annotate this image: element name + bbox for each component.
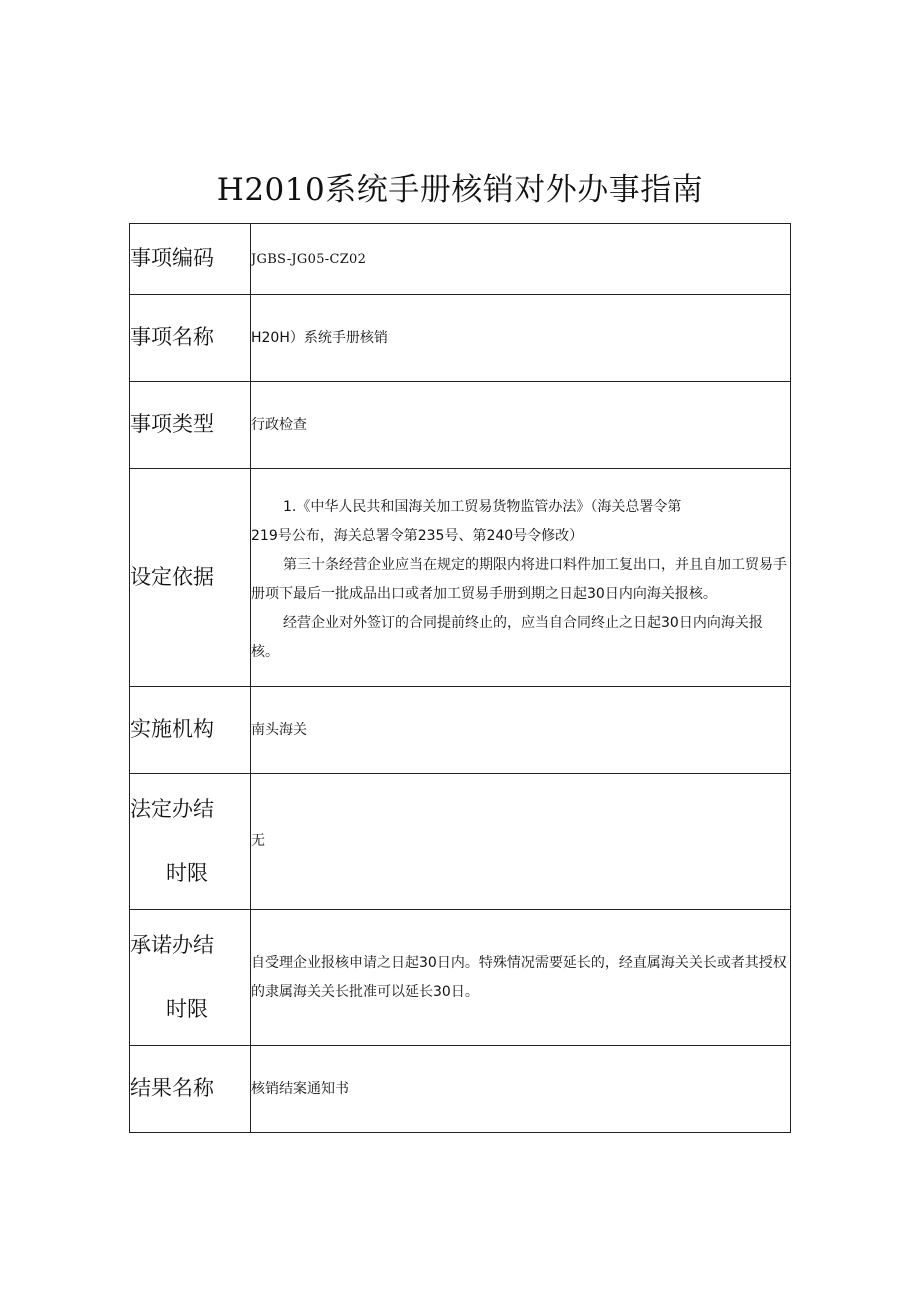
row-value-legal-basis [251, 469, 791, 687]
label-line: 承诺办结 [130, 933, 214, 958]
label-line: 时限 [166, 996, 208, 1021]
table-row [130, 774, 791, 910]
legal-basis-paragraph: 第三十条经营企业应当在规定的期限内将进口料件加工复出口，并且自加工贸易手册项下最后一批成品出口或者加工贸易手册到期之日起30日内向海关报核。 [251, 556, 787, 602]
row-value-item-code [251, 224, 791, 295]
row-value-result-name: 核销结案通知书 [251, 1046, 791, 1133]
guide-table [129, 223, 791, 1133]
table-row [130, 295, 791, 382]
row-value-legal-time-limit: 无 [251, 774, 791, 910]
label-line: 法定办结 [130, 797, 214, 822]
row-label-item-name: 事项名称 [130, 295, 251, 382]
row-label-promised-time-limit [130, 910, 251, 1046]
label-line: 时限 [166, 860, 208, 885]
row-label-legal-basis: 设定依据 [130, 469, 251, 687]
table-row [130, 1046, 791, 1133]
legal-basis-paragraph: 经营企业对外签订的合同提前终止的，应当自合同终止之日起30日内向海关报核。 [251, 614, 763, 660]
table-row [130, 687, 791, 774]
row-label-item-code: 事项编码 [130, 224, 251, 295]
table-row [130, 224, 791, 295]
row-label-item-type: 事项类型 [130, 382, 251, 469]
row-value-item-name: H20H）系统手册核销 [251, 295, 791, 382]
table-row [130, 469, 791, 687]
item-code-text: JGBS-JG05-CZ02 [251, 251, 367, 267]
legal-basis-paragraph: 219号公布，海关总署令第235号、第240号令修改） [251, 527, 584, 544]
legal-basis-paragraph: 1.《中华人民共和国海关加工贸易货物监管办法》（海关总署令第 [283, 498, 682, 515]
row-label-result-name: 结果名称 [130, 1046, 251, 1133]
row-label-legal-time-limit [130, 774, 251, 910]
row-value-agency: 南头海关 [251, 687, 791, 774]
table-row [130, 910, 791, 1046]
row-label-agency: 实施机构 [130, 687, 251, 774]
table-row [130, 382, 791, 469]
row-value-item-type: 行政检查 [251, 382, 791, 469]
page-title: H2010系统手册核销对外办事指南 [216, 172, 704, 208]
row-value-promised-time-limit: 自受理企业报核申请之日起30日内。特殊情况需要延长的，经直属海关关长或者其授权的隶属海关关长批准可以延长30日。 [251, 910, 791, 1046]
